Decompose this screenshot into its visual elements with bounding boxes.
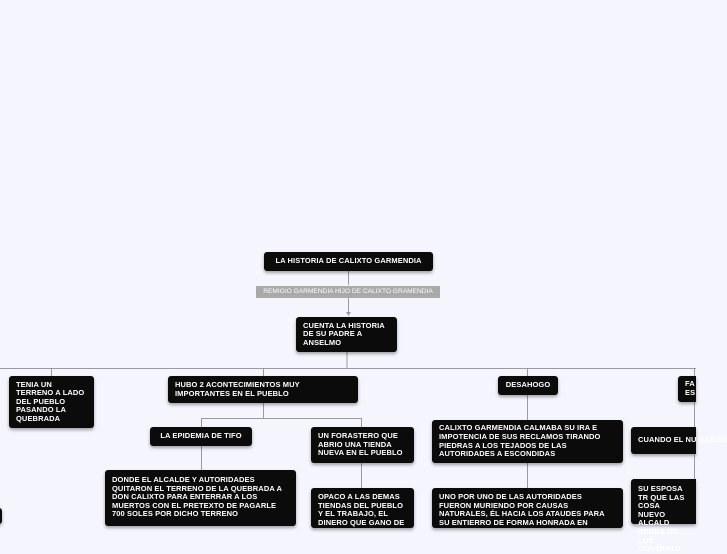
- subtopic-forastero[interactable]: UN FORASTERO QUE ABRIO UNA TIENDA NUEVA EN EL PUEBLO: [311, 427, 414, 463]
- branch-terreno[interactable]: TENIA UN TERRENO A LADO DEL PUEBLO PASANDO LA QUEBRADA: [9, 376, 94, 428]
- branch-desahogo[interactable]: DESAHOGO: [498, 376, 558, 395]
- detail-nuevo-cargo[interactable]: CUANDO EL NU CARGO: [631, 427, 696, 454]
- detail-terreno-quitado[interactable]: DONDE EL ALCALDE Y AUTORIDADES QUITARON EL TERRENO DE LA QUEBRADA A DON CALIXTO PARA ENTERRAR A LOS MUERTOS CON EL PRETEXTO DE PAGARLE 700 SOLES POR DICHO TERRENO: [105, 470, 296, 526]
- branch-partial-right[interactable]: FA ES: [678, 376, 696, 402]
- root-topic[interactable]: LA HISTORIA DE CALIXTO GARMENDIA: [264, 252, 433, 271]
- detail-autoridades-muriendo[interactable]: UNO POR UNO DE LAS AUTORIDADES FUERON MURIENDO POR CAUSAS NATURALES, ÉL HACIA LOS ATAUDES PARA SU ENTIERRO DE FORMA HONRADA EN: [432, 488, 623, 528]
- subtopic-epidemia-tifo[interactable]: LA EPIDEMIA DE TIFO: [150, 427, 252, 446]
- detail-tienda-opaco[interactable]: OPACO A LAS DEMAS TIENDAS DEL PUEBLO Y EL TRABAJO, EL DINERO QUE GANO DE: [311, 488, 414, 528]
- branch-acontecimientos[interactable]: HUBO 2 ACONTECIMIENTOS MUY IMPORTANTES EN EL PUEBLO: [168, 376, 358, 403]
- relationship-label[interactable]: REMIGIO GARMENDIA HIJO DE CALIXTO GRAMENDIA: [256, 286, 440, 298]
- arrow-head-icon: [346, 312, 351, 316]
- detail-piedras-tejados[interactable]: CALIXTO GARMENDIA CALMABA SU IRA E IMPOTENCIA DE SUS RECLAMOS TIRANDO PIEDRAS A LOS TEJADOS DE LAS AUTORIDADES A ESCONDIDAS: [432, 420, 623, 463]
- detail-esposa[interactable]: SU ESPOSA TR QUE LAS COSA NUEVO ALCALD DEUDA DE LOS CONTRATO: [631, 479, 696, 524]
- main-topic[interactable]: CUENTA LA HISTORIA DE SU PADRE A ANSELMO: [296, 317, 397, 352]
- partial-node-left-edge: [0, 508, 2, 524]
